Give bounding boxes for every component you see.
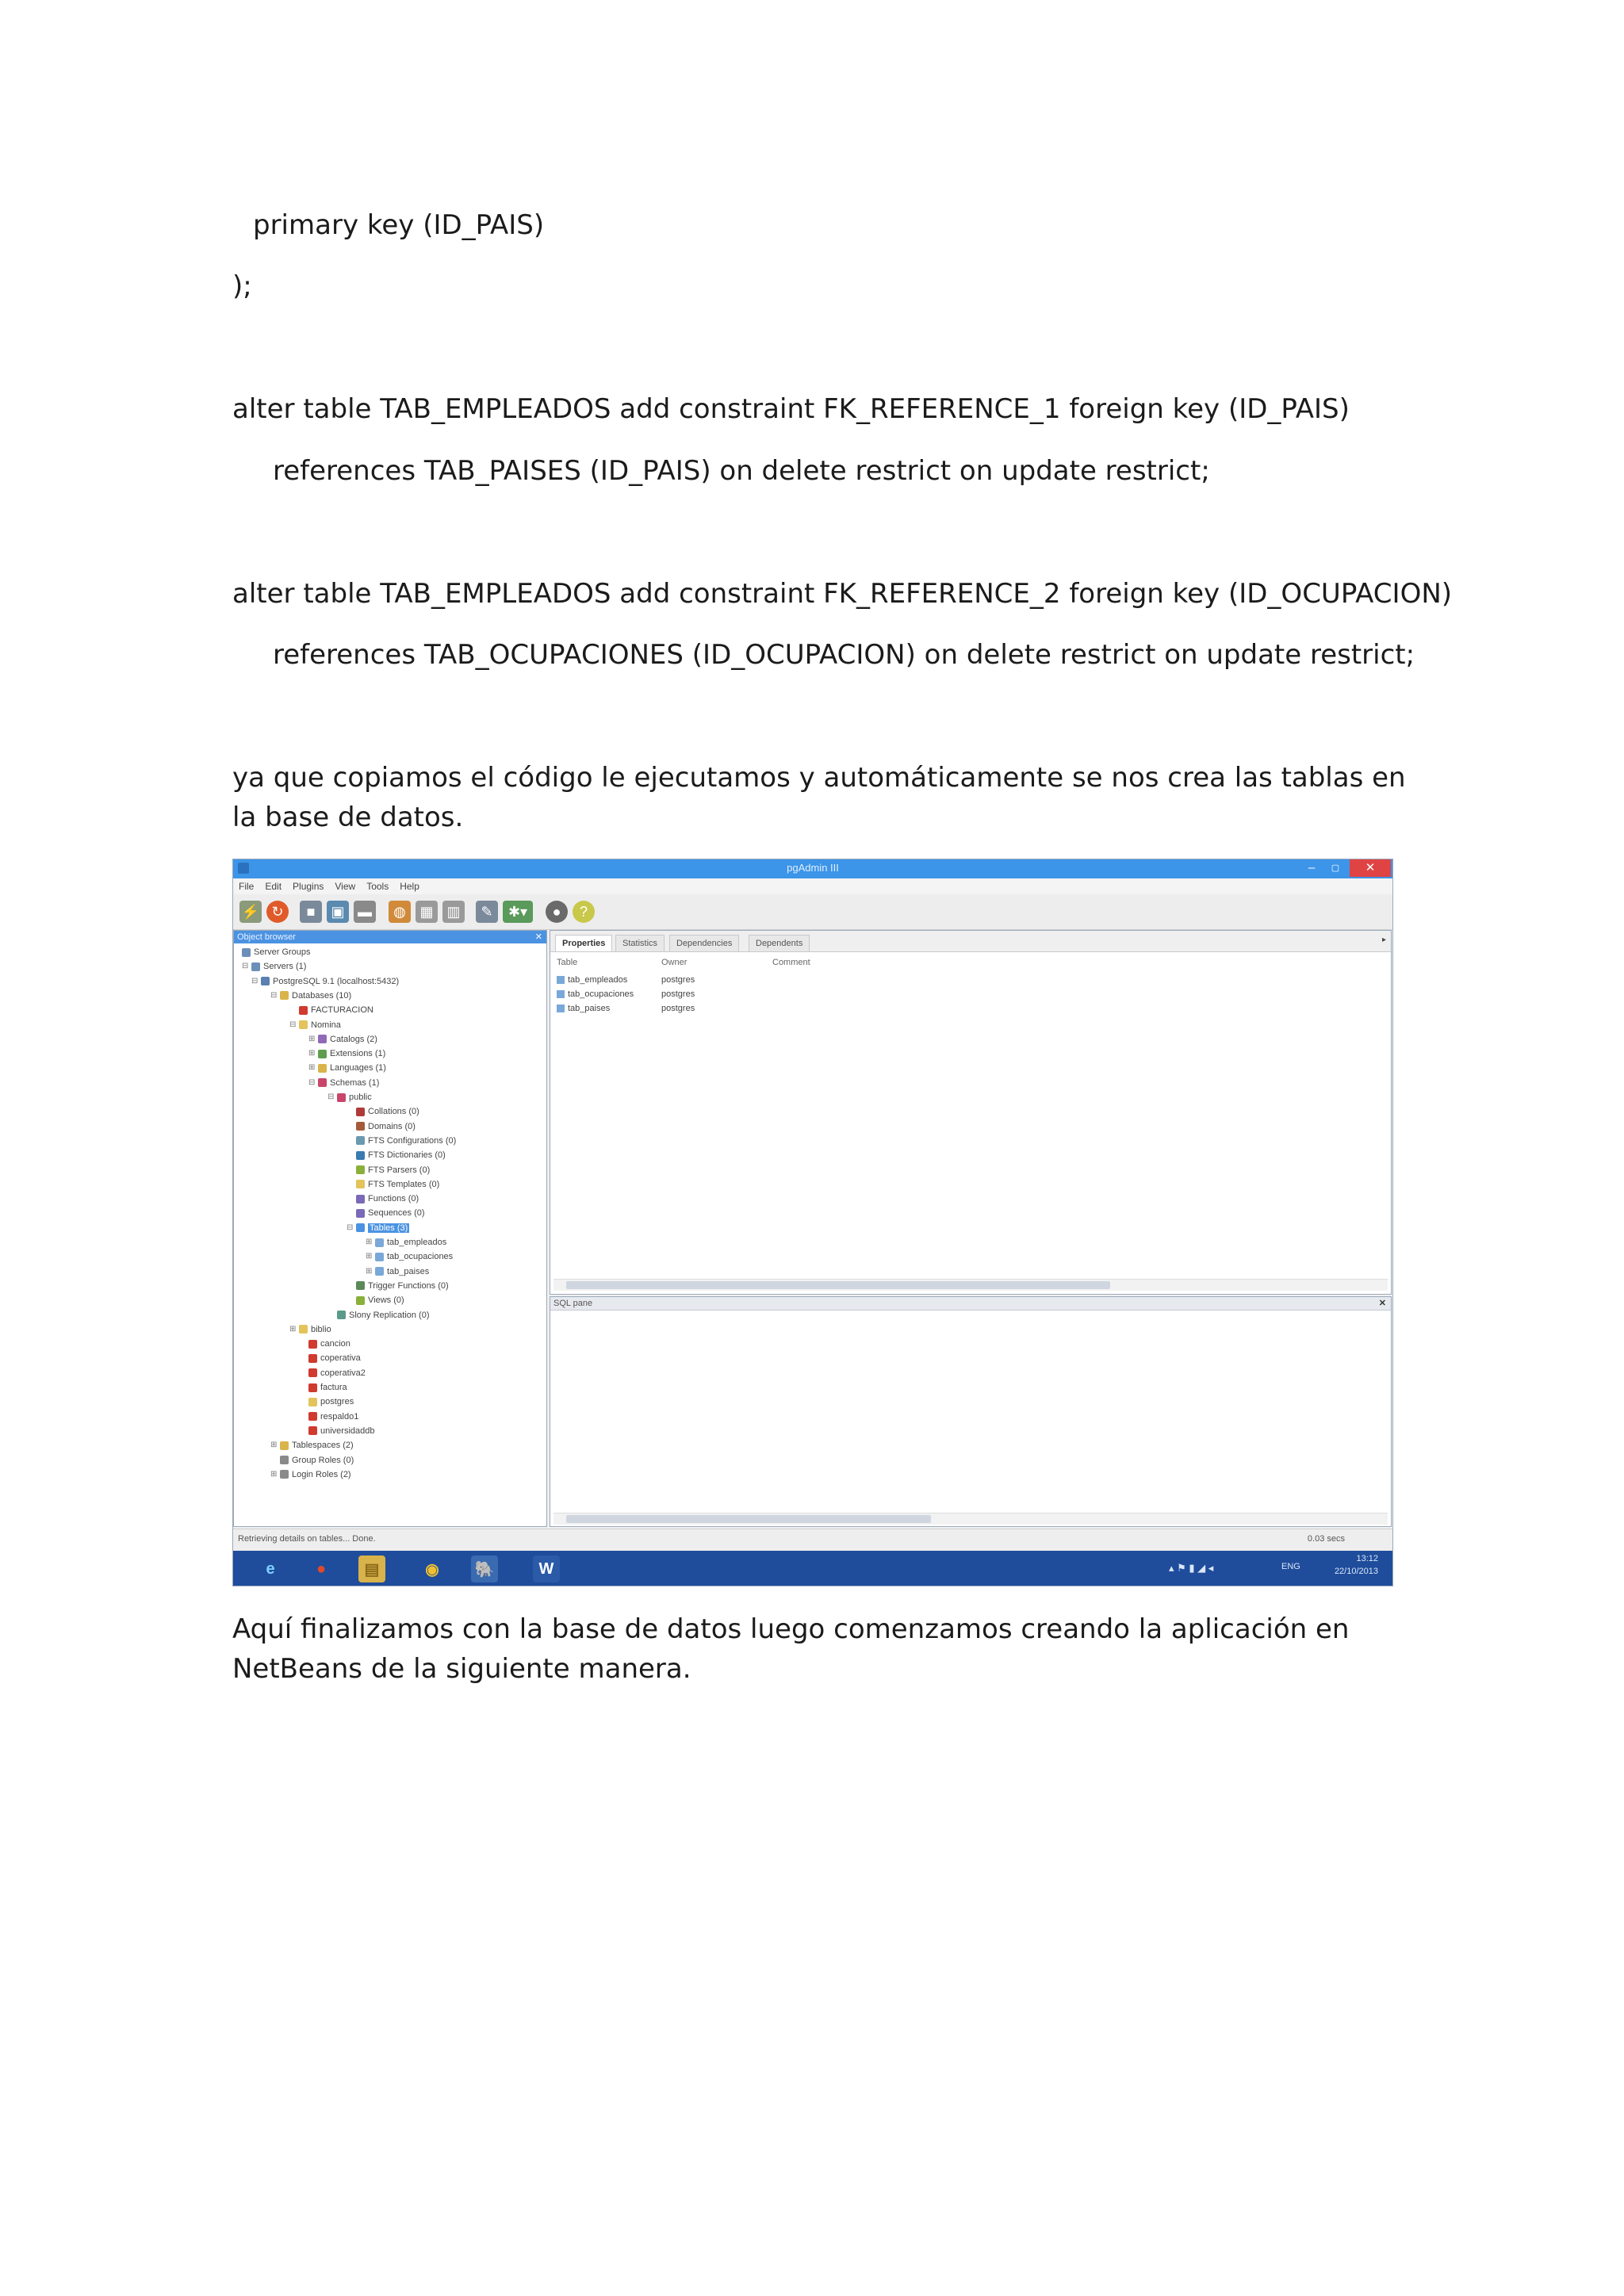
tree-item-label: tab_paises xyxy=(387,1266,430,1276)
sql-pane-header xyxy=(550,1297,1391,1311)
object-browser-title: Object browser xyxy=(237,932,296,942)
sql-pane-title: SQL pane xyxy=(553,1299,593,1308)
tree-item[interactable] xyxy=(251,974,400,989)
paragraph-conclusion: Aquí finalizamos con la base de datos luego comenzamos creando la aplicación en NetBeans de la siguiente manera. xyxy=(232,1613,1350,1685)
toolbar xyxy=(233,894,1392,930)
file-explorer-icon[interactable]: ▤ xyxy=(358,1556,385,1582)
properties-scrollbar[interactable] xyxy=(553,1279,1388,1291)
tree-item-label: FTS Dictionaries (0) xyxy=(368,1150,446,1161)
tree-item[interactable] xyxy=(280,1453,354,1468)
tree-item-label: Functions (0) xyxy=(368,1194,419,1204)
tree-item-label: Sequences (0) xyxy=(368,1208,425,1219)
drop-object-icon[interactable]: ▣ xyxy=(327,901,349,923)
scrollbar-thumb[interactable] xyxy=(566,1281,1110,1289)
tree-item-label: FTS Configurations (0) xyxy=(368,1135,457,1146)
tree-item[interactable] xyxy=(308,1366,366,1380)
row-owner: postgres xyxy=(661,1004,695,1013)
tree-expander-icon[interactable]: ⊟ xyxy=(270,990,278,1000)
code-line-references-ocupaciones: references TAB_OCUPACIONES (ID_OCUPACION) on delete restrict on update restrict; xyxy=(273,639,1415,671)
tree-item[interactable] xyxy=(308,1032,377,1047)
tree-item-label: tab_empleados xyxy=(387,1238,447,1247)
tree-node-icon xyxy=(356,1195,365,1203)
menu-plugins[interactable]: Plugins xyxy=(293,881,324,892)
tree-item-label: coperativa xyxy=(320,1353,361,1364)
tree-node-icon xyxy=(356,1209,365,1218)
tree-item[interactable] xyxy=(289,1322,331,1337)
tree-item-label: Views (0) xyxy=(368,1295,404,1306)
tree-item-label: universidaddb xyxy=(320,1425,375,1436)
tree-item[interactable] xyxy=(356,1177,439,1192)
tray-clock-date[interactable]: 22/10/2013 xyxy=(1334,1567,1378,1576)
tree-expander-icon[interactable]: ⊞ xyxy=(289,1324,297,1334)
tree-item[interactable] xyxy=(242,959,307,974)
tree-item[interactable] xyxy=(366,1249,454,1264)
row-table-name: tab_paises xyxy=(568,1004,611,1013)
tree-item[interactable] xyxy=(356,1192,419,1206)
code-line-alter-fk1: alter table TAB_EMPLEADOS add constraint FK_REFERENCE_1 foreign key (ID_PAIS) xyxy=(232,393,1350,425)
taskbar xyxy=(233,1551,1392,1586)
tree-node-icon xyxy=(308,1340,317,1349)
tree-item[interactable] xyxy=(308,1395,354,1409)
tree-node-icon xyxy=(299,1325,308,1334)
query-tool-icon[interactable]: ◍ xyxy=(389,901,411,923)
tree-expander-icon[interactable]: ⊟ xyxy=(308,1077,316,1087)
pgadmin-screenshot xyxy=(232,859,1393,1586)
tree-node-icon xyxy=(299,1020,308,1029)
tree-node-icon xyxy=(356,1180,365,1188)
tree-node-icon xyxy=(375,1253,384,1261)
tree-item-label: postgres xyxy=(320,1397,354,1407)
table-row[interactable] xyxy=(557,989,634,999)
tree-item-label: public xyxy=(349,1093,372,1102)
window-title: pgAdmin III xyxy=(787,862,839,874)
code-line-references-paises: references TAB_PAISES (ID_PAIS) on delete restrict on update restrict; xyxy=(273,455,1210,487)
tabs-scroll-icon[interactable]: ▸ xyxy=(1381,936,1386,944)
row-table-name: tab_ocupaciones xyxy=(568,989,634,999)
tree-expander-icon[interactable]: ⊞ xyxy=(366,1252,373,1261)
tab-dependencies[interactable]: Dependencies xyxy=(669,935,739,951)
tree-expander-icon[interactable]: ⊞ xyxy=(270,1469,278,1479)
tree-node-icon xyxy=(375,1267,384,1276)
ie-icon[interactable]: e xyxy=(266,1559,275,1578)
refresh-icon[interactable]: ↻ xyxy=(266,901,289,923)
tree-node-icon xyxy=(318,1064,327,1073)
tree-item-label: Login Roles (2) xyxy=(292,1469,351,1479)
tree-item[interactable] xyxy=(289,1018,341,1032)
tree-expander-icon[interactable]: ⊟ xyxy=(289,1020,297,1029)
tree-node-icon xyxy=(356,1296,365,1305)
tray-clock-time[interactable]: 13:12 xyxy=(1356,1554,1378,1563)
menu-file[interactable]: File xyxy=(239,881,255,892)
tree-item[interactable] xyxy=(337,1308,430,1322)
tree-node-icon xyxy=(280,1441,289,1450)
tree-item[interactable] xyxy=(308,1337,350,1351)
tree-item-label: coperativa2 xyxy=(320,1368,366,1378)
tree-item[interactable] xyxy=(270,1468,351,1482)
tree-expander-icon[interactable]: ⊞ xyxy=(308,1049,316,1058)
tree-item-label: biblio xyxy=(311,1324,331,1334)
tree-item[interactable] xyxy=(356,1206,425,1220)
tree-item-label: Servers (1) xyxy=(263,962,307,972)
tree-item[interactable] xyxy=(366,1235,447,1249)
tree-node-icon xyxy=(356,1151,365,1160)
sql-pane xyxy=(550,1296,1392,1527)
window-titlebar xyxy=(233,859,1392,878)
tree-expander-icon[interactable]: ⊞ xyxy=(308,1063,316,1073)
tab-statistics[interactable]: Statistics xyxy=(615,935,665,951)
create-object-icon[interactable]: ■ xyxy=(300,901,322,923)
tree-item-label: FTS Parsers (0) xyxy=(368,1165,431,1175)
filtered-data-icon[interactable]: ▥ xyxy=(442,901,465,923)
chrome-icon[interactable]: ◉ xyxy=(425,1560,439,1578)
tree-node-icon xyxy=(308,1426,317,1435)
tree-item[interactable] xyxy=(356,1119,416,1134)
tree-item[interactable] xyxy=(308,1351,361,1365)
row-owner: postgres xyxy=(661,975,695,985)
tree-node-icon xyxy=(356,1122,365,1131)
delete-icon[interactable]: ▬ xyxy=(354,901,376,923)
tree-item-label: Nomina xyxy=(311,1020,341,1030)
tree-item-label: Languages (1) xyxy=(330,1063,386,1073)
tree-expander-icon[interactable]: ⊞ xyxy=(308,1034,316,1043)
menu-help[interactable]: Help xyxy=(400,881,419,892)
tree-item-label: Server Groups xyxy=(254,947,311,957)
tree-item-label: Databases (10) xyxy=(292,990,352,1001)
tree-node-icon xyxy=(318,1078,327,1087)
menu-bar xyxy=(233,878,1392,894)
tree-expander-icon[interactable]: ⊟ xyxy=(347,1223,354,1232)
tree-item[interactable] xyxy=(347,1221,409,1235)
tree-node-icon xyxy=(356,1165,365,1174)
tree-item[interactable] xyxy=(356,1148,446,1162)
menu-tools[interactable]: Tools xyxy=(366,881,389,892)
object-browser-close-icon[interactable]: ✕ xyxy=(534,932,542,942)
tree-item[interactable] xyxy=(356,1279,449,1293)
tree-item-label: Collations (0) xyxy=(368,1107,419,1117)
tree-node-icon xyxy=(280,991,289,1000)
maximize-button[interactable]: ▢ xyxy=(1331,863,1340,873)
tree-expander-icon[interactable]: ⊞ xyxy=(270,1441,278,1450)
tree-node-icon xyxy=(356,1108,365,1116)
tree-item-label: tab_ocupaciones xyxy=(387,1252,454,1262)
tree-node-icon xyxy=(308,1354,317,1363)
tree-item[interactable] xyxy=(308,1380,347,1395)
row-table-name: tab_empleados xyxy=(568,975,628,985)
tree-node-icon xyxy=(280,1470,289,1479)
tree-item[interactable] xyxy=(327,1090,372,1104)
menu-view[interactable]: View xyxy=(335,881,356,892)
tree-item-label: Group Roles (0) xyxy=(292,1455,354,1465)
hint-icon[interactable]: ? xyxy=(573,901,595,923)
table-row[interactable] xyxy=(557,975,627,985)
tree-node-icon xyxy=(280,1456,289,1464)
tab-dependents[interactable]: Dependents xyxy=(749,935,810,951)
tree-expander-icon[interactable]: ⊟ xyxy=(251,976,259,985)
sql-pane-close-icon[interactable]: ✕ xyxy=(1378,1299,1386,1308)
tree-item[interactable] xyxy=(270,989,352,1003)
tree-node-icon xyxy=(299,1006,308,1015)
opera-icon[interactable]: ● xyxy=(316,1559,327,1578)
menu-edit[interactable]: Edit xyxy=(265,881,282,892)
tree-item-label: Slony Replication (0) xyxy=(349,1310,430,1320)
tree-item-label: Tablespaces (2) xyxy=(292,1441,354,1451)
tree-node-icon xyxy=(356,1136,365,1145)
plugins-icon[interactable]: ✱▾ xyxy=(503,901,533,923)
object-browser xyxy=(233,930,547,1527)
code-line-primary-key: primary key (ID_PAIS) xyxy=(253,209,545,241)
tree-item[interactable] xyxy=(308,1061,386,1075)
tree-node-icon xyxy=(375,1238,384,1247)
tree-item-label: factura xyxy=(320,1383,347,1392)
tree-node-icon xyxy=(318,1035,327,1043)
pgadmin-taskbar-icon[interactable]: 🐘 xyxy=(471,1556,498,1582)
tree-node-icon xyxy=(356,1223,365,1232)
tree-expander-icon[interactable]: ⊟ xyxy=(327,1093,335,1101)
tree-item[interactable] xyxy=(308,1410,358,1424)
code-line-close-paren: ); xyxy=(232,270,252,302)
minimize-button[interactable]: – xyxy=(1308,861,1316,874)
column-comment[interactable]: Comment xyxy=(772,958,810,967)
tree-node-icon xyxy=(337,1311,346,1319)
properties-tabs xyxy=(550,931,1391,952)
tree-item[interactable] xyxy=(366,1265,430,1279)
view-data-icon[interactable]: ▦ xyxy=(416,901,438,923)
tree-item[interactable] xyxy=(242,945,311,959)
tree-node-icon xyxy=(337,1093,346,1102)
properties-panel xyxy=(550,930,1392,1295)
tree-node-icon xyxy=(308,1383,317,1392)
tree-item-label: respaldo1 xyxy=(320,1411,359,1422)
tree-expander-icon[interactable]: ⊞ xyxy=(366,1266,373,1276)
status-bar xyxy=(233,1529,1392,1552)
table-icon xyxy=(557,1004,565,1012)
tree-expander-icon[interactable]: ⊟ xyxy=(242,962,249,971)
tree-item-label: Extensions (1) xyxy=(330,1049,386,1059)
object-browser-header xyxy=(234,931,546,943)
table-icon xyxy=(557,990,565,998)
tree-node-icon xyxy=(251,962,260,971)
column-owner[interactable]: Owner xyxy=(661,958,688,967)
tree-item-label: Schemas (1) xyxy=(330,1077,380,1088)
tree-item[interactable] xyxy=(356,1293,404,1307)
code-line-alter-fk2: alter table TAB_EMPLEADOS add constraint FK_REFERENCE_2 foreign key (ID_OCUPACION) xyxy=(232,578,1453,610)
tab-properties[interactable]: Properties xyxy=(555,935,612,951)
tree-item-label: Domains (0) xyxy=(368,1121,416,1131)
tree-node-icon xyxy=(318,1050,327,1058)
tray-icons[interactable]: ▴ ⚑ ▮ ◢ ◂ xyxy=(1169,1562,1214,1574)
column-table[interactable]: Table xyxy=(557,958,578,967)
status-message: Retrieving details on tables... Done. xyxy=(238,1534,376,1544)
tree-node-icon xyxy=(242,948,251,957)
row-owner: postgres xyxy=(661,989,695,999)
tree-item[interactable] xyxy=(308,1424,375,1438)
scrollbar-thumb[interactable] xyxy=(566,1515,931,1523)
tree-node-icon xyxy=(308,1398,317,1406)
tray-language[interactable]: ENG xyxy=(1281,1562,1300,1571)
sql-scrollbar[interactable] xyxy=(553,1513,1388,1525)
tree-item[interactable] xyxy=(308,1076,380,1090)
tree-node-icon xyxy=(308,1368,317,1377)
status-timing: 0.03 secs xyxy=(1307,1534,1345,1544)
connect-icon[interactable]: ⚡ xyxy=(239,901,262,923)
help-icon[interactable]: ● xyxy=(546,901,568,923)
tree-item[interactable] xyxy=(299,1003,373,1017)
table-row[interactable] xyxy=(557,1004,610,1013)
tree-item-label: FACTURACION xyxy=(311,1005,373,1016)
tree-item-label: PostgreSQL 9.1 (localhost:5432) xyxy=(273,976,400,986)
word-icon[interactable]: W xyxy=(533,1556,560,1582)
tree-item-label: cancion xyxy=(320,1339,350,1349)
tree-item[interactable] xyxy=(356,1163,430,1177)
table-icon xyxy=(557,976,565,984)
maintenance-icon[interactable]: ✎ xyxy=(476,901,498,923)
tree-item-label: FTS Templates (0) xyxy=(368,1179,440,1189)
tree-item-label: Catalogs (2) xyxy=(330,1034,377,1044)
tree-item[interactable] xyxy=(270,1438,354,1452)
tree-item[interactable] xyxy=(356,1134,456,1148)
tree-item-label: Tables (3) xyxy=(370,1223,408,1233)
tree-node-icon xyxy=(308,1412,317,1421)
tree-item-label: Trigger Functions (0) xyxy=(368,1280,449,1291)
tree-item[interactable] xyxy=(308,1047,386,1061)
tree-item[interactable] xyxy=(356,1104,419,1119)
tree-node-icon xyxy=(356,1281,365,1290)
tree-expander-icon[interactable]: ⊞ xyxy=(366,1238,373,1246)
tree-node-icon xyxy=(261,977,270,985)
paragraph-intro: ya que copiamos el código le ejecutamos y automáticamente se nos crea las tablas en la base de datos. xyxy=(232,762,1406,833)
close-button[interactable]: ✕ xyxy=(1350,859,1391,877)
